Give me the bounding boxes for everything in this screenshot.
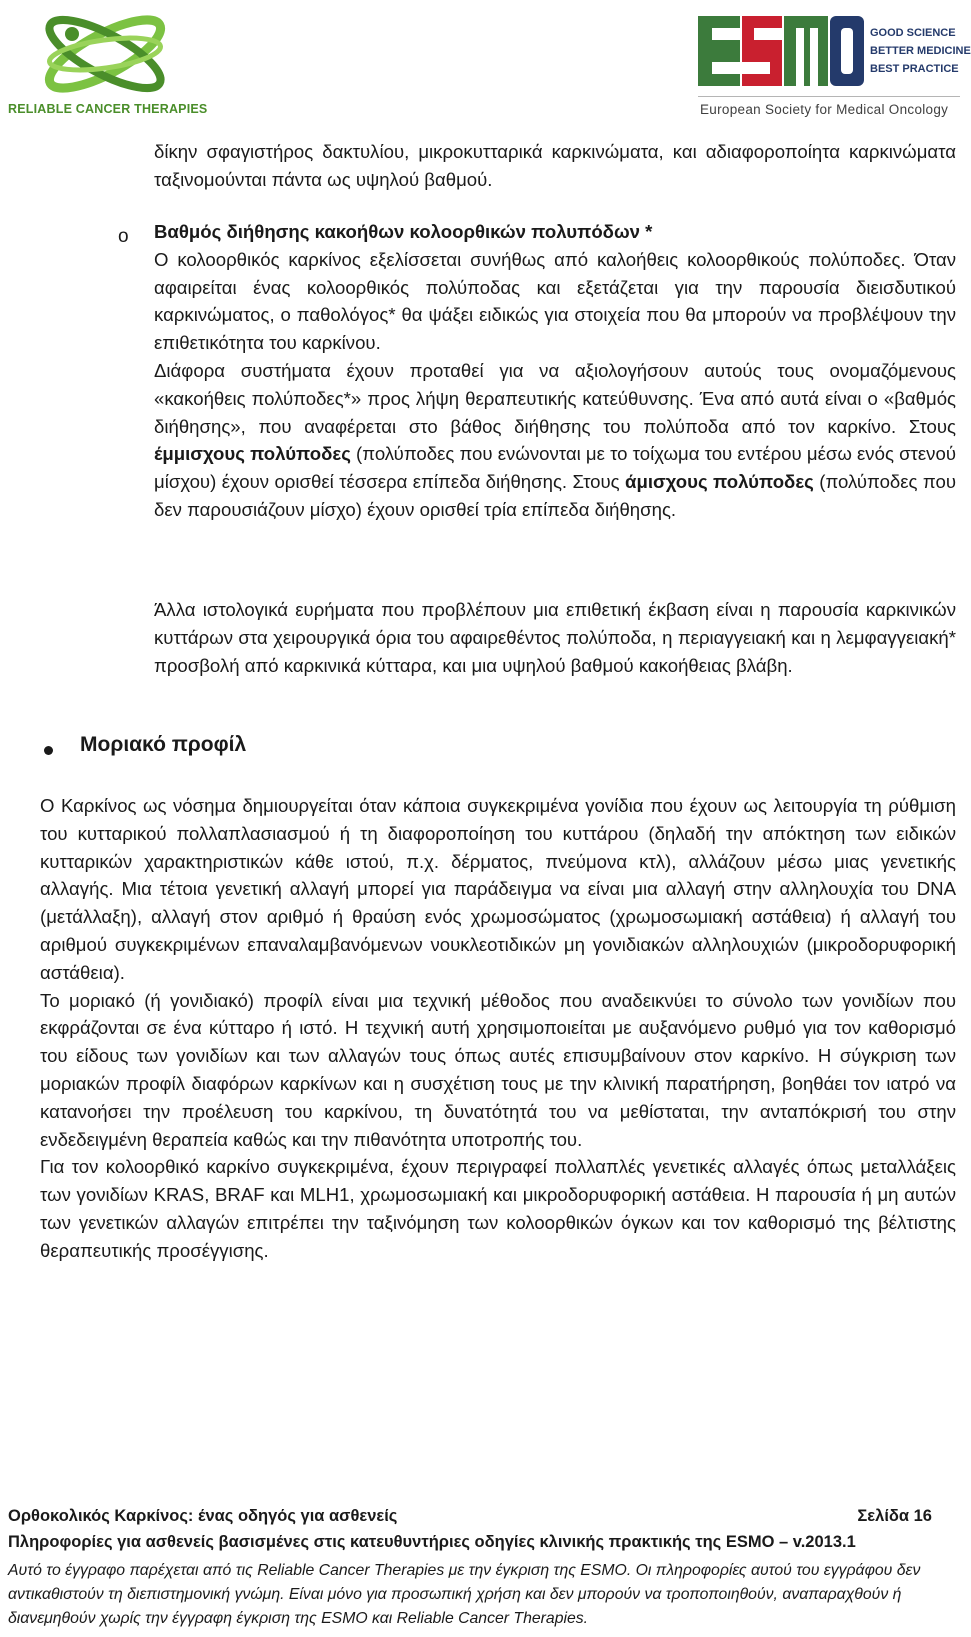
invasion-grade-systems — [154, 357, 956, 524]
text-run: (πολύποδες που ενώνονται με το τοίχωμα του εντέρου μέσω ενός στενού μίσχου) έχουν ορισθεί τέσσερα επίπεδα διήθησης. Στους — [154, 443, 956, 493]
esmo-logo — [698, 10, 971, 122]
histology-findings-paragraph: Άλλα ιστολογικά ευρήματα που προβλέπουν μια επιθετική έκβαση είναι η παρουσία καρκινικών κυττάρων στα χειρουργικά όρια του αφαιρεθέντος πολύποδα, η περιαγγειακή και η λεμφαγγειακή* προσβολή από καρκινικά κύτταρα, και μια υψηλού βαθμού κακοήθειας βλάβη. — [154, 599, 956, 676]
divider — [698, 96, 960, 97]
footer-disclaimer: Αυτό το έγγραφο παρέχεται από τις Reliable Cancer Therapies με την έγκριση της ESMO. Οι πληροφορίες αυτού του εγγράφου δεν αντικαθιστούν τη διεπιστημονική γνώμη. Είναι μόνο για προσωπική χρήση και δεν μπορούν να τροποποιηθούν, αναπαραχθούν ή διανεμηθούν χωρίς την έγγραφη έγκριση της ESMO και Reliable Cancer Therapies. — [8, 1562, 921, 1627]
bullet-icon — [44, 746, 53, 755]
rct-logo-label: RELIABLE CANCER THERAPIES — [8, 102, 208, 116]
molecular-paragraph-3: Για τον κολοορθικό καρκίνο συγκεκριμένα, έχουν περιγραφεί πολλαπλές γενετικές αλλαγές όπως μεταλλάξεις των γονιδίων KRAS, BRAF και MLH1, χρωμοσωμιακή και μικροδορυφορική αστάθεια. Η παρουσία ή μη αυτών των γενετικών αλλαγών επιτρέπει την ταξινόμηση των κολοορθικών όγκων και τον καθορισμό της βέλτιστης θεραπευτικής προσέγγισης. — [40, 1156, 956, 1261]
sessile-polyps-term: άμισχους πολύποδες — [625, 471, 814, 493]
text-run: Διάφορα συστήματα έχουν προταθεί για να αξιολογήσουν αυτούς τους ονομαζόμενους «κακοήθεις πολύποδες*» προς λήψη θεραπευτικής κατεύθυνσης. Ένα από αυτά είναι ο «βαθμός διήθησης», που αναφέρεται στο βάθος διήθησης του πολύποδα από τον καρκίνο. Στους — [154, 359, 956, 437]
paragraph-continuation: δίκην σφαγιστήρος δακτυλίου, μικροκυτταρικά καρκινώματα, και αδιαφοροποίητα καρκινώματα ταξινομούνται πάντα ως υψηλού βαθμού. — [154, 141, 956, 190]
esmo-tagline — [870, 24, 971, 78]
footer-page-number: Σελίδα 16 — [857, 1507, 932, 1525]
tagline-line: BEST PRACTICE — [870, 63, 959, 75]
section-title: Μοριακό προφίλ — [80, 733, 247, 756]
molecular-paragraph-1: Ο Καρκίνος ως νόσημα δημιουργείται όταν κάποια συγκεκριμένα γονίδια που έχουν ως λειτουργία τη ρύθμιση του κυτταρικού πολλαπλασιασμού ή τη διαφοροποίηση του κυττάρου (δηλαδή την απόκτηση των ειδικών κυτταρικών χαρακτηριστικών κάθε ιστού, π.χ. δέρματος, πνεύμονα κτλ), αλλάζουν μέσω μιας γενετικής αλλαγής. Μια τέτοια γενετική αλλαγή μπορεί για παράδειγμα να είναι μια αλλαγή στην αλληλουχία του DNA (μετάλλαξη), αλλαγή στον αριθμό ή θραύση ενός χρωμοσώματος (χρωμοσωμιακή αστάθεια) ή αλλαγή του αριθμού συγκεκριμένων επαναλαμβανόμενων νουκλεοτιδικών μη γονιδιακών αλληλουχιών (μικροδορυφορική αστάθεια). — [40, 795, 956, 983]
footer-source-line: Πληροφορίες για ασθενείς βασισμένες στις κατευθυντήριες οδηγίες κλινικής πρακτικής της ESMO – v.2013.1 — [8, 1533, 856, 1551]
molecular-paragraph-2: Το μοριακό (ή γονιδιακό) προφίλ είναι μια τεχνική μέθοδος που αναδεικνύει το σύνολο των γονιδίων που εκφράζονται σε ένα κύτταρο ή ιστό. Η τεχνική αυτή χρησιμοποιείται με αυξανόμενο ρυθμό για τον καθορισμό του είδους των γονιδίων και των αλλαγών τους όπως αυτές επισυμβαίνουν στον καρκίνο. Η σύγκριση των μοριακών προφίλ διαφόρων καρκίνων και η συσχέτιση τους με την κλινική παρατήρηση, βοηθάει τον ιατρό να κατανοήσει την προέλευση του καρκίνου, τη δυνατότητά του να μεθίσταται, την ανταπόκρισή του στην ενδεδειγμένη θεραπεία καθώς και την πιθανότητα υποτροπής του. — [40, 989, 956, 1150]
tagline-line: GOOD SCIENCE — [870, 27, 956, 39]
pedunculated-polyps-term: έμμισχους πολύποδες — [154, 443, 351, 465]
orbit-logo-icon — [30, 6, 180, 102]
esmo-fullname: European Society for Medical Oncology — [700, 102, 949, 117]
tagline-line: BETTER MEDICINE — [870, 45, 971, 57]
text-run: (πολύποδες που δεν παρουσιάζουν μίσχο) έχουν ορισθεί τρία επίπεδα διήθησης. — [154, 471, 957, 520]
footer-guide-title: Ορθοκολικός Καρκίνος: ένας οδηγός για ασθενείς — [8, 1507, 398, 1525]
invasion-grade-block — [154, 218, 956, 524]
reliable-cancer-therapies-logo — [8, 6, 208, 118]
esmo-wordmark-icon — [698, 16, 864, 88]
invasion-grade-heading: Βαθμός διήθησης κακοήθων κολοορθικών πολυπόδων * — [154, 221, 653, 242]
molecular-profile-block — [40, 792, 956, 1265]
sub-bullet-marker: o — [118, 226, 129, 247]
invasion-grade-intro: Ο κολοορθικός καρκίνος εξελίσσεται συνήθως από καλοήθεις κολοορθικούς πολύποδες. Όταν αφαιρείται ένας κολοορθικός πολύποδας και εξετάζεται για την παρουσία διεισδυτικού καρκινώματος, ο παθολόγος* θα ψάξει ειδικώς για στοιχεία που θα μπορούν να προβλέψουν την επιθετικότητα του καρκίνου. — [154, 248, 956, 354]
